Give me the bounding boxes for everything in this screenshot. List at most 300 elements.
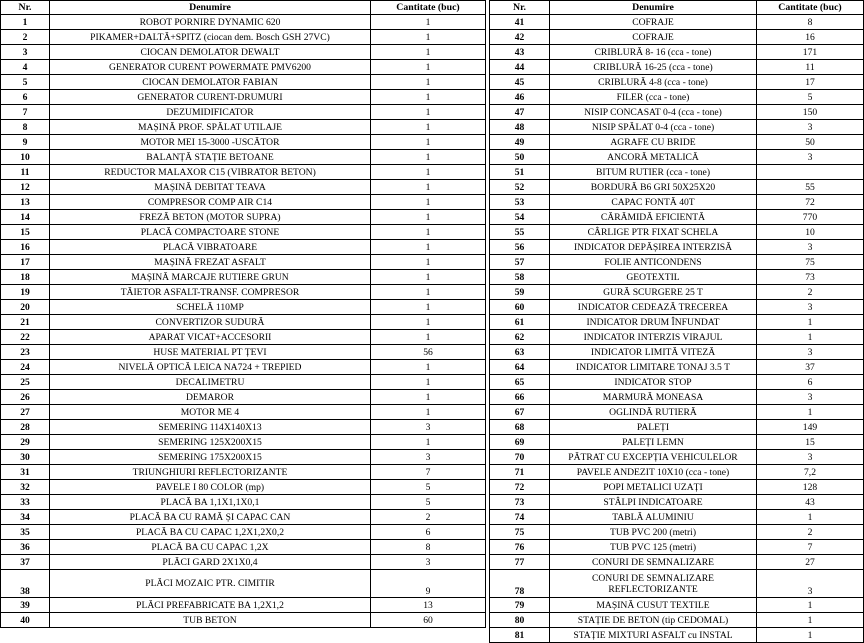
row-number: 17: [1, 255, 50, 270]
item-quantity: 171: [757, 45, 864, 60]
item-name: SCHELĂ 110MP: [50, 300, 371, 315]
item-name: FOLIE ANTICONDENS: [550, 255, 757, 270]
table-row: [490, 405, 864, 420]
item-quantity: 3: [757, 120, 864, 135]
row-number: 36: [1, 540, 50, 555]
item-quantity: 56: [371, 345, 486, 360]
item-quantity: 6: [757, 375, 864, 390]
row-number: 42: [490, 30, 550, 45]
item-name: REDUCTOR MALAXOR C15 (VIBRATOR BETON): [50, 165, 371, 180]
row-number: 64: [490, 360, 550, 375]
row-number: 52: [490, 180, 550, 195]
row-number: 70: [490, 450, 550, 465]
table-body-left: [1, 15, 486, 628]
table-row: [490, 255, 864, 270]
item-name: INDICATOR DRUM ÎNFUNDAT: [550, 315, 757, 330]
item-quantity: 1: [371, 255, 486, 270]
row-number: 1: [1, 15, 50, 30]
item-quantity: 9: [371, 570, 486, 598]
item-name: INDICATOR DEPĂȘIREA INTERZISĂ: [550, 240, 757, 255]
row-number: 77: [490, 555, 550, 570]
item-quantity: 1: [757, 598, 864, 613]
row-number: 47: [490, 105, 550, 120]
row-number: 61: [490, 315, 550, 330]
item-quantity: 17: [757, 75, 864, 90]
row-number: 15: [1, 225, 50, 240]
item-name: PLĂCI PREFABRICATE BA 1,2X1,2: [50, 598, 371, 613]
table-row: [1, 555, 486, 570]
item-quantity: 1: [371, 225, 486, 240]
item-name: CĂRĂMIDĂ EFICIENTĂ: [550, 210, 757, 225]
item-quantity: 1: [371, 75, 486, 90]
table-body-right: [490, 15, 864, 643]
item-name: SEMERING 125X200X15: [50, 435, 371, 450]
item-name: INDICATOR CEDEAZĂ TRECEREA: [550, 300, 757, 315]
row-number: 13: [1, 195, 50, 210]
row-number: 14: [1, 210, 50, 225]
table-row: [490, 330, 864, 345]
item-quantity: 37: [757, 360, 864, 375]
item-quantity: 7,2: [757, 465, 864, 480]
table-row: [490, 210, 864, 225]
item-quantity: 5: [371, 495, 486, 510]
item-quantity: 1: [371, 180, 486, 195]
row-number: 10: [1, 150, 50, 165]
item-quantity: 3: [757, 240, 864, 255]
item-name: NISIP CONCASAT 0-4 (cca - tone): [550, 105, 757, 120]
row-number: 78: [490, 570, 550, 598]
item-name: CIOCAN DEMOLATOR FABIAN: [50, 75, 371, 90]
table-row: [490, 150, 864, 165]
item-name: TUB PVC 200 (metri): [550, 525, 757, 540]
item-quantity: 2: [371, 510, 486, 525]
row-number: 33: [1, 495, 50, 510]
table-row: [1, 30, 486, 45]
item-name: MAȘINĂ DEBITAT TEAVA: [50, 180, 371, 195]
row-number: 41: [490, 15, 550, 30]
table-row: [490, 15, 864, 30]
item-quantity: 2: [757, 525, 864, 540]
item-name: PĂTRAT CU EXCEPȚIA VEHICULELOR: [550, 450, 757, 465]
table-row: [1, 598, 486, 613]
row-number: 60: [490, 300, 550, 315]
item-name: MAȘINĂ MARCAJE RUTIERE GRUN: [50, 270, 371, 285]
table-row: [490, 420, 864, 435]
item-quantity: 1: [371, 405, 486, 420]
item-name: APARAT VICAT+ACCESORII: [50, 330, 371, 345]
item-name: TUB PVC 125 (metri): [550, 540, 757, 555]
item-quantity: 1: [371, 375, 486, 390]
table-row: [1, 240, 486, 255]
item-quantity: 1: [371, 195, 486, 210]
row-number: 25: [1, 375, 50, 390]
table-row: [1, 15, 486, 30]
item-quantity: 1: [757, 613, 864, 628]
item-name: PLACĂ COMPACTOARE STONE: [50, 225, 371, 240]
table-row: [1, 495, 486, 510]
table-row: [490, 315, 864, 330]
row-number: 69: [490, 435, 550, 450]
row-number: 8: [1, 120, 50, 135]
table-row: [1, 315, 486, 330]
item-name: DEZUMIDIFICATOR: [50, 105, 371, 120]
row-number: 32: [1, 480, 50, 495]
item-quantity: 72: [757, 195, 864, 210]
table-row: [490, 75, 864, 90]
item-name: MOTOR ME 4: [50, 405, 371, 420]
item-quantity: 1: [757, 315, 864, 330]
row-number: 49: [490, 135, 550, 150]
table-row: [490, 300, 864, 315]
item-quantity: 55: [757, 180, 864, 195]
row-number: 56: [490, 240, 550, 255]
table-row: [490, 465, 864, 480]
item-quantity: 3: [757, 570, 864, 598]
table-row: [490, 555, 864, 570]
item-quantity: 1: [371, 270, 486, 285]
table-row: [1, 540, 486, 555]
row-number: 54: [490, 210, 550, 225]
item-quantity: 3: [371, 420, 486, 435]
table-row: [490, 613, 864, 628]
table-row: [1, 390, 486, 405]
item-name: ANCORĂ METALICĂ: [550, 150, 757, 165]
item-name: CRIBLURĂ 8- 16 (cca - tone): [550, 45, 757, 60]
item-quantity: 149: [757, 420, 864, 435]
item-quantity: 1: [371, 360, 486, 375]
table-row: [490, 435, 864, 450]
table-row: [490, 510, 864, 525]
item-quantity: 1: [371, 210, 486, 225]
item-name: MARMURĂ MONEASA: [550, 390, 757, 405]
header-row: [490, 1, 864, 15]
item-name: CONVERTIZOR SUDURĂ: [50, 315, 371, 330]
table-row: [1, 75, 486, 90]
row-number: 12: [1, 180, 50, 195]
row-number: 18: [1, 270, 50, 285]
item-quantity: 1: [371, 330, 486, 345]
row-number: 71: [490, 465, 550, 480]
table-row: [490, 598, 864, 613]
row-number: 53: [490, 195, 550, 210]
row-number: 73: [490, 495, 550, 510]
item-name: NISIP SPĂLAT 0-4 (cca - tone): [550, 120, 757, 135]
item-name: GURĂ SCURGERE 25 T: [550, 285, 757, 300]
row-number: 22: [1, 330, 50, 345]
row-number: 74: [490, 510, 550, 525]
header-qty: Cantitate (buc): [757, 1, 864, 15]
item-quantity: 43: [757, 495, 864, 510]
row-number: 68: [490, 420, 550, 435]
table-row: [490, 240, 864, 255]
table-row: [1, 270, 486, 285]
row-number: 39: [1, 598, 50, 613]
row-number: 66: [490, 390, 550, 405]
table-row: [1, 300, 486, 315]
item-quantity: 3: [757, 390, 864, 405]
row-number: 6: [1, 90, 50, 105]
row-number: 44: [490, 60, 550, 75]
row-number: 75: [490, 525, 550, 540]
item-name: CRIBLURĂ 4-8 (cca - tone): [550, 75, 757, 90]
item-name: PLACĂ BA CU CAPAC 1,2X1,2X0,2: [50, 525, 371, 540]
item-quantity: 1: [371, 285, 486, 300]
table-row: [490, 345, 864, 360]
item-name: PAVELE I 80 COLOR (mp): [50, 480, 371, 495]
item-quantity: 11: [757, 60, 864, 75]
table-row: [1, 510, 486, 525]
item-name: COFRAJE: [550, 30, 757, 45]
item-quantity: 3: [371, 555, 486, 570]
table-row: [490, 570, 864, 598]
item-name: PALEȚI LEMN: [550, 435, 757, 450]
item-quantity: 1: [371, 300, 486, 315]
row-number: 4: [1, 60, 50, 75]
item-name: GEOTEXTIL: [550, 270, 757, 285]
item-quantity: 1: [371, 165, 486, 180]
row-number: 7: [1, 105, 50, 120]
table-row: [490, 135, 864, 150]
table-row: [490, 30, 864, 45]
table-row: [1, 180, 486, 195]
item-name: NIVELĂ OPTICĂ LEICA NA724 + TREPIED: [50, 360, 371, 375]
item-name: PLACĂ VIBRATOARE: [50, 240, 371, 255]
row-number: 63: [490, 345, 550, 360]
item-name: OGLINDĂ RUTIERĂ: [550, 405, 757, 420]
item-name: INDICATOR INTERZIS VIRAJUL: [550, 330, 757, 345]
table-row: [490, 225, 864, 240]
item-name: POPI METALICI UZAȚI: [550, 480, 757, 495]
item-name: INDICATOR LIMITĂ VITEZĂ: [550, 345, 757, 360]
item-name: CONURI DE SEMNALIZARE: [550, 555, 757, 570]
table-row: [1, 405, 486, 420]
item-name: AGRAFE CU BRIDE: [550, 135, 757, 150]
item-quantity: 1: [757, 405, 864, 420]
row-number: 48: [490, 120, 550, 135]
table-row: [490, 285, 864, 300]
row-number: 21: [1, 315, 50, 330]
table-row: [490, 180, 864, 195]
item-quantity: 3: [757, 450, 864, 465]
item-quantity: 8: [371, 540, 486, 555]
item-name: BITUM RUTIER (cca - tone): [550, 165, 757, 180]
table-row: [1, 135, 486, 150]
table-row: [1, 45, 486, 60]
item-quantity: 1: [371, 60, 486, 75]
row-number: 79: [490, 598, 550, 613]
table-row: [490, 390, 864, 405]
row-number: 72: [490, 480, 550, 495]
row-number: 5: [1, 75, 50, 90]
item-name: PLĂCI MOZAIC PTR. CIMITIR: [50, 570, 371, 598]
row-number: 9: [1, 135, 50, 150]
table-row: [490, 90, 864, 105]
item-quantity: 13: [371, 598, 486, 613]
item-quantity: 150: [757, 105, 864, 120]
item-name: HUSE MATERIAL PT ȚEVI: [50, 345, 371, 360]
row-number: 40: [1, 613, 50, 628]
item-name: FILER (cca - tone): [550, 90, 757, 105]
row-number: 45: [490, 75, 550, 90]
item-quantity: 15: [757, 435, 864, 450]
item-quantity: 50: [757, 135, 864, 150]
item-quantity: 3: [757, 345, 864, 360]
table-row: [490, 45, 864, 60]
table-row: [1, 613, 486, 628]
item-name: TABLĂ ALUMINIU: [550, 510, 757, 525]
row-number: 59: [490, 285, 550, 300]
table-row: [1, 90, 486, 105]
row-number: 43: [490, 45, 550, 60]
table-row: [1, 120, 486, 135]
item-quantity: 1: [371, 315, 486, 330]
row-number: 34: [1, 510, 50, 525]
table-row: [490, 450, 864, 465]
table-row: [1, 420, 486, 435]
item-quantity: 770: [757, 210, 864, 225]
inventory-table-right: [489, 0, 864, 643]
item-name: GENERATOR CURENT POWERMATE PMV6200: [50, 60, 371, 75]
header-name: Denumire: [50, 1, 371, 15]
table-row: [490, 120, 864, 135]
item-quantity: 128: [757, 480, 864, 495]
item-name: CIOCAN DEMOLATOR DEWALT: [50, 45, 371, 60]
item-name: PIKAMER+DALTĂ+SPITZ (ciocan dem. Bosch GSH 27VC): [50, 30, 371, 45]
row-number: 19: [1, 285, 50, 300]
item-quantity: 16: [757, 30, 864, 45]
item-quantity: 3: [371, 450, 486, 465]
item-quantity: 1: [371, 150, 486, 165]
item-quantity: 1: [371, 15, 486, 30]
item-quantity: 75: [757, 255, 864, 270]
table-row: [490, 628, 864, 643]
table-row: [490, 525, 864, 540]
row-number: 57: [490, 255, 550, 270]
row-number: 26: [1, 390, 50, 405]
item-quantity: 60: [371, 613, 486, 628]
row-number: 80: [490, 613, 550, 628]
table-row: [490, 375, 864, 390]
row-number: 65: [490, 375, 550, 390]
item-name: MAȘINĂ CUSUT TEXTILE: [550, 598, 757, 613]
item-quantity: [757, 165, 864, 180]
row-number: 31: [1, 465, 50, 480]
row-number: 58: [490, 270, 550, 285]
item-name: TUB BETON: [50, 613, 371, 628]
row-number: 2: [1, 30, 50, 45]
header-row: [1, 1, 486, 15]
row-number: 76: [490, 540, 550, 555]
item-quantity: 1: [371, 105, 486, 120]
row-number: 29: [1, 435, 50, 450]
row-number: 23: [1, 345, 50, 360]
table-row: [1, 285, 486, 300]
table-row: [1, 165, 486, 180]
table-row: [1, 570, 486, 598]
item-name: GENERATOR CURENT-DRUMURI: [50, 90, 371, 105]
table-row: [490, 360, 864, 375]
item-name: ROBOT PORNIRE DYNAMIC 620: [50, 15, 371, 30]
item-name: CAPAC FONTĂ 40T: [550, 195, 757, 210]
table-row: [490, 270, 864, 285]
table-row: [490, 105, 864, 120]
item-quantity: 27: [757, 555, 864, 570]
header-name: Denumire: [550, 1, 757, 15]
item-quantity: 10: [757, 225, 864, 240]
item-quantity: 3: [757, 300, 864, 315]
table-row: [1, 480, 486, 495]
item-quantity: 5: [757, 90, 864, 105]
item-name: SEMERING 175X200X15: [50, 450, 371, 465]
row-number: 38: [1, 570, 50, 598]
item-quantity: 3: [757, 150, 864, 165]
table-row: [1, 450, 486, 465]
row-number: 30: [1, 450, 50, 465]
item-quantity: 8: [757, 15, 864, 30]
item-name: STAȚIE DE BETON (tip CEDOMAL): [550, 613, 757, 628]
item-quantity: 1: [371, 45, 486, 60]
item-quantity: 1: [371, 435, 486, 450]
item-quantity: 1: [371, 240, 486, 255]
row-number: 62: [490, 330, 550, 345]
item-name: MOTOR MEI 15-3000 -USCĂTOR: [50, 135, 371, 150]
item-name: BORDURĂ B6 GRI 50X25X20: [550, 180, 757, 195]
item-quantity: 7: [757, 540, 864, 555]
item-quantity: 1: [371, 135, 486, 150]
item-quantity: 1: [757, 330, 864, 345]
row-number: 37: [1, 555, 50, 570]
table-row: [1, 255, 486, 270]
table-row: [1, 375, 486, 390]
item-quantity: 1: [757, 510, 864, 525]
row-number: 11: [1, 165, 50, 180]
table-row: [490, 480, 864, 495]
item-name: PLACĂ BA CU CAPAC 1,2X: [50, 540, 371, 555]
table-row: [1, 105, 486, 120]
item-name: STAȚIE MIXTURI ASFALT cu INSTAL: [550, 628, 757, 643]
item-quantity: 73: [757, 270, 864, 285]
row-number: 28: [1, 420, 50, 435]
row-number: 3: [1, 45, 50, 60]
item-quantity: 2: [757, 285, 864, 300]
item-quantity: 1: [371, 390, 486, 405]
item-quantity: 1: [371, 30, 486, 45]
item-name: PLACĂ BA CU RAMĂ ȘI CAPAC CAN: [50, 510, 371, 525]
item-name: CRIBLURĂ 16-25 (cca - tone): [550, 60, 757, 75]
table-row: [490, 495, 864, 510]
item-name: MAȘINĂ FREZAT ASFALT: [50, 255, 371, 270]
item-name: DECALIMETRU: [50, 375, 371, 390]
item-name: INDICATOR LIMITARE TONAJ 3.5 T: [550, 360, 757, 375]
item-name: COFRAJE: [550, 15, 757, 30]
table-row: [1, 60, 486, 75]
row-number: 55: [490, 225, 550, 240]
item-quantity: 1: [371, 90, 486, 105]
table-row: [1, 525, 486, 540]
table-row: [1, 345, 486, 360]
row-number: 20: [1, 300, 50, 315]
table-row: [1, 225, 486, 240]
item-name: PALEȚI: [550, 420, 757, 435]
item-name: TĂIETOR ASFALT-TRANSF. COMPRESOR: [50, 285, 371, 300]
row-number: 51: [490, 165, 550, 180]
item-name: INDICATOR STOP: [550, 375, 757, 390]
table-row: [1, 210, 486, 225]
item-name: COMPRESOR COMP AIR C14: [50, 195, 371, 210]
item-name: FREZĂ BETON (MOTOR SUPRA): [50, 210, 371, 225]
table-row: [490, 195, 864, 210]
item-quantity: 1: [371, 120, 486, 135]
